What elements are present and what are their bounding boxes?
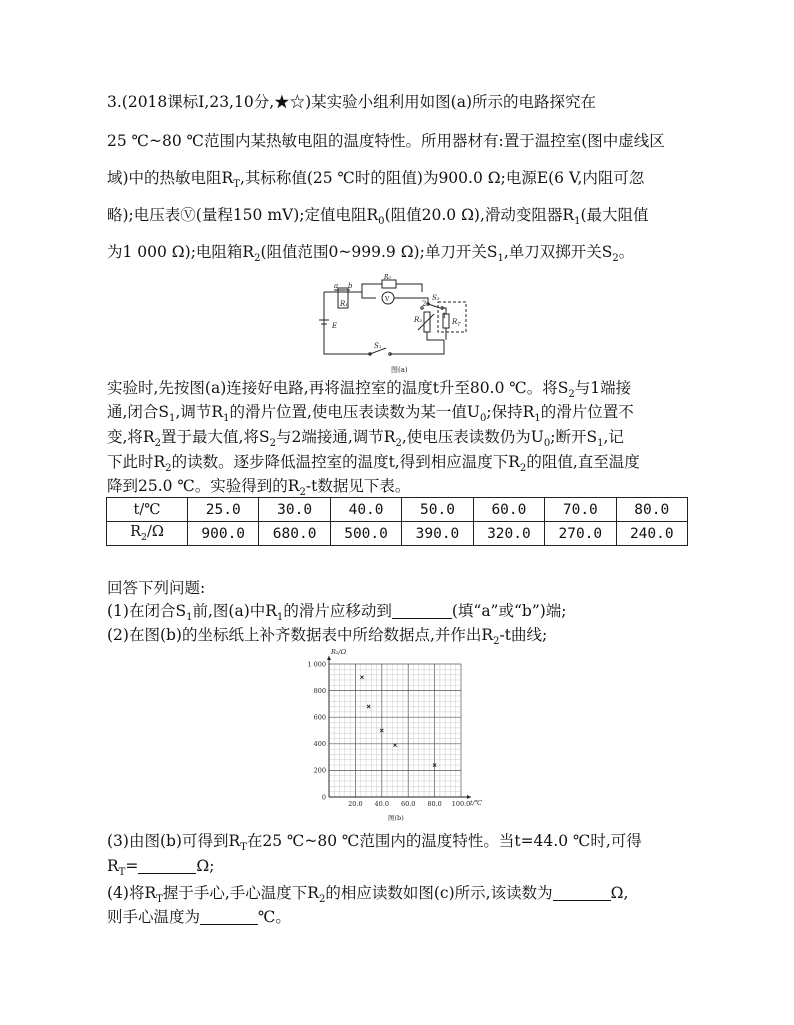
procedure-line: 通,闭合$S_1$,调节$R_1$的滑片位置,使电压表读数为某一值$U_0$;保持$R_1$的滑片位置不 [107, 403, 634, 425]
q4-text: (4)将$R_T$握于手心,手心温度下$R_2$的相应读数如图(c)所示,该读数为 [107, 884, 553, 906]
table-cell: 50.0 [402, 498, 473, 522]
chart-ylabel: R₂/Ω [331, 648, 347, 656]
table-cell: 40.0 [330, 498, 401, 522]
table-cell: 30.0 [259, 498, 330, 522]
q4-text-after: Ω, [610, 884, 629, 902]
table-cell: 390.0 [402, 522, 473, 546]
chart-caption: 图(b) [388, 814, 404, 822]
table-cell: 70.0 [545, 498, 616, 522]
answer-prompt: 回答下列问题: [107, 579, 206, 597]
table-cell: 900.0 [188, 522, 259, 546]
x-tick-label: 60.0 [400, 800, 416, 808]
table-cell: 25.0 [188, 498, 259, 522]
q3-text-after: Ω; [196, 857, 215, 875]
q3-text: $R_T=$ [107, 857, 139, 879]
question-4-line-2 [107, 907, 291, 927]
label-v: V [385, 296, 390, 303]
q1-text-after: (填“a”或“b”)端; [451, 602, 567, 620]
label-s1: S₁ [374, 342, 382, 350]
intro-line: 为1 000 Ω);电阻箱$R_2$(阻值范围0~999.9 Ω);单刀开关$S_1$,单刀双掷开关$S_2$。 [107, 243, 635, 265]
label-r1: R₁ [340, 300, 349, 308]
procedure-line: 变,将$R_2$置于最大值,将$S_2$与2端接通,调节$R_2$,使电压表读数仍为$U_0$;断开$S_1$,记 [107, 428, 624, 450]
label-s2: S₂ [432, 294, 440, 302]
table-row-r2 [107, 522, 688, 546]
data-table [106, 497, 688, 546]
y-tick-label: 0 [321, 793, 326, 802]
procedure-line: 下此时$R_2$的读数。逐步降低温控室的温度t,得到相应温度下$R_2$的阻值,直至温度 [107, 453, 640, 475]
q4-answer-blank-2[interactable] [200, 908, 258, 925]
intro-line: 域)中的热敏电阻$R_T$,其标称值(25 ℃时的阻值)为900.0 Ω;电源E(6 V,内阻可忽 [107, 169, 645, 191]
label-2: 2 [422, 300, 427, 308]
question-2: (2)在图(b)的坐标纸上补齐数据表中所给数据点,并作出$R_2-t$曲线; [107, 626, 548, 648]
label-b: b [348, 282, 353, 290]
x-tick-label: 80.0 [427, 800, 442, 808]
table-cell: 500.0 [330, 522, 401, 546]
question-3-line-2 [107, 856, 214, 883]
y-tick-label: 600 [313, 713, 326, 722]
label-r0: R₀ [384, 274, 391, 281]
table-cell: 270.0 [545, 522, 616, 546]
y-tick-label: 800 [313, 686, 326, 695]
x-tick-label: 100.0 [451, 800, 471, 808]
intro-line: 25 ℃~80 ℃范围内某热敏电阻的温度特性。所用器材有:置于温控室(图中虚线区 [107, 132, 665, 150]
q4-text-2-after: ℃。 [258, 908, 291, 926]
label-r2: R₂ [414, 316, 423, 324]
label-rt: $R_T$ [452, 318, 461, 328]
question-3-line-1: (3)由图(b)可得到$R_T$在25 ℃~80 ℃范围内的温度特性。当t=44.0 ℃时,可得 [107, 832, 642, 854]
table-cell: 240.0 [616, 522, 687, 546]
table-header-r2: $R_2/\Omega$ [107, 522, 188, 546]
table-cell: 80.0 [616, 498, 687, 522]
table-row-t [107, 498, 688, 522]
table-cell: 60.0 [473, 498, 544, 522]
chart-xlabel: t/℃ [470, 799, 483, 807]
q4-text-2: 则手心温度为 [107, 908, 201, 926]
y-tick-label: 400 [313, 740, 326, 749]
q1-text: (1)在闭合$S_1$前,图(a)中$R_1$的滑片应移动到 [107, 602, 392, 624]
table-header-t: t/℃ [107, 498, 188, 522]
q3-answer-blank[interactable] [138, 857, 196, 874]
y-tick-label: 200 [313, 766, 326, 775]
data-point [360, 676, 363, 679]
label-e: E [332, 322, 338, 330]
figure-a-caption: 图(a) [391, 366, 408, 374]
circuit-diagram [318, 274, 480, 376]
procedure-line: 实验时,先按图(a)连接好电路,再将温控室的温度t升至80.0 ℃。将$S_2$与1端接 [107, 379, 632, 401]
label-1: 1 [442, 312, 447, 320]
intro-line: 3.(2018课标Ⅰ,23,10分,★☆)某实验小组利用如图(a)所示的电路探究在 [107, 93, 597, 111]
y-tick-label: 1 000 [307, 660, 326, 669]
q4-answer-blank-1[interactable] [553, 884, 611, 901]
x-tick-label: 40.0 [374, 800, 390, 808]
q1-answer-blank[interactable] [392, 602, 452, 619]
label-a: a [334, 282, 339, 290]
x-tick-label: 20.0 [348, 800, 363, 808]
intro-line: 略);电压表Ⓥ(量程150 mV);定值电阻$R_0$(阻值20.0 Ω),滑动变阻器$R_1$(最大阻值 [107, 206, 649, 228]
table-cell: 680.0 [259, 522, 330, 546]
table-cell: 320.0 [473, 522, 544, 546]
chart-b [296, 645, 496, 827]
y-axis-arrow [327, 656, 331, 660]
procedure-line: 降到25.0 ℃。实验得到的$R_2-t$数据见下表。 [107, 477, 411, 499]
